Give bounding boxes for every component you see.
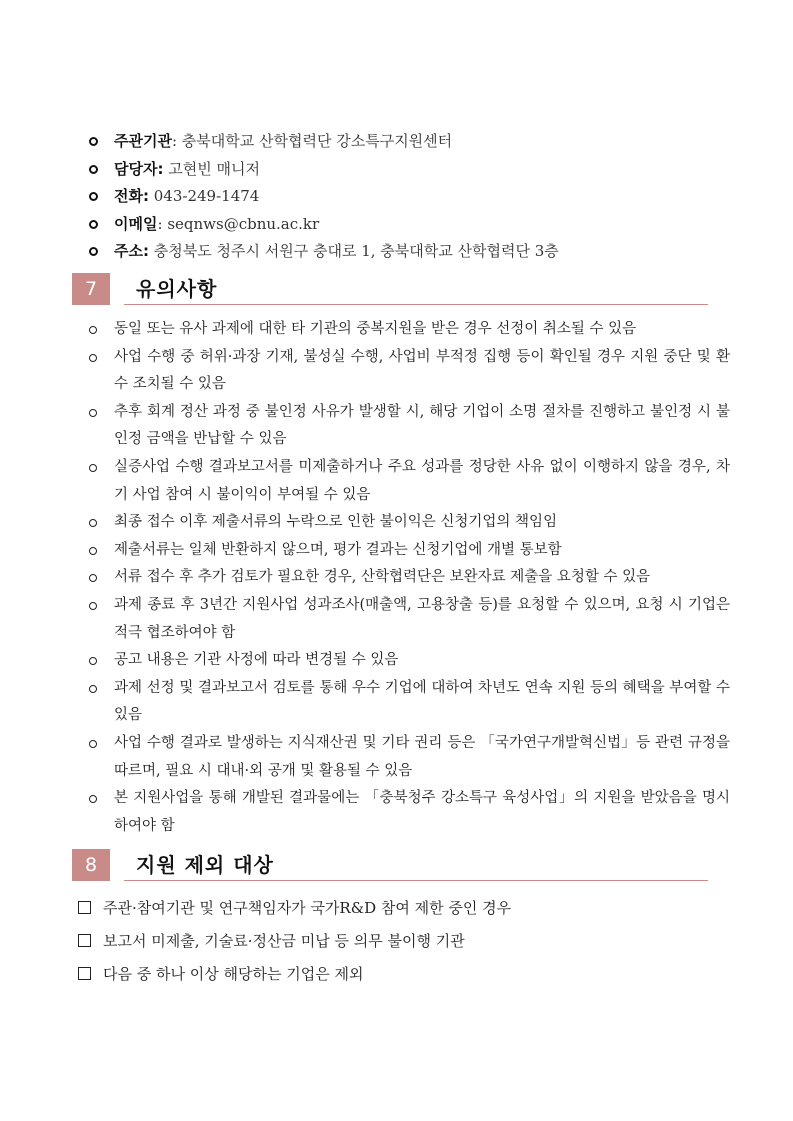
notice-item: [88, 399, 730, 454]
notice-text: 최종 접수 이후 제출서류의 누락으로 인한 불이익은 신청기업의 책임임: [114, 514, 558, 531]
notice-text: 실증사업 수행 결과보고서를 미제출하거나 주요 성과를 정당한 사유 없이 이행하지 않을 경우, 차기 사업 참여 시 불이익이 부여될 수 있음: [114, 458, 730, 503]
checkbox-icon: [78, 901, 91, 914]
checkbox-icon: [78, 934, 91, 947]
notice-item: [88, 564, 730, 592]
notice-text: 본 지원사업을 통해 개발된 결과물에는 「충북청주 강소특구 육성사업」의 지원을 받았음을 명시하여야 함: [114, 790, 730, 834]
notice-item: [88, 647, 730, 675]
notice-item: [88, 537, 730, 565]
hollow-circle-bullet-icon: [89, 547, 97, 555]
contact-separator: :: [157, 159, 164, 178]
contact-info-list: [88, 128, 748, 266]
contact-item-organizer: [88, 128, 748, 156]
section-number-badge: 8: [72, 849, 110, 881]
exclusion-text: 보고서 미제출, 기술료·정산금 미납 등 의무 불이행 기관: [103, 932, 465, 950]
contact-value: 043-249-1474: [148, 187, 260, 205]
contact-label: 전화: [114, 187, 143, 205]
hollow-circle-bullet-icon: [89, 464, 97, 472]
notice-text: 과제 종료 후 3년간 지원사업 성과조사(매출액, 고용창출 등)를 요청할 수 있으며, 요청 시 기업은 적극 협조하여야 함: [114, 596, 730, 641]
hollow-circle-bullet-icon: [89, 685, 97, 693]
section-7-heading: [72, 273, 708, 305]
hollow-circle-bullet-icon: [89, 574, 97, 582]
hollow-circle-bullet-icon: [89, 519, 97, 527]
contact-value: 충북대학교 산학협력단 강소특구지원센터: [177, 132, 453, 150]
notice-text: 공고 내용은 기관 사정에 따라 변경될 수 있음: [114, 652, 399, 669]
hollow-circle-bullet-icon: [89, 354, 97, 362]
contact-separator: :: [157, 214, 163, 233]
exclusion-text: 다음 중 하나 이상 해당하는 기업은 제외: [103, 965, 364, 983]
notice-text: 과제 선정 및 결과보고서 검토를 통해 우수 기업에 대하여 차년도 연속 지원 등의 혜택을 부여할 수 있음: [114, 679, 730, 724]
contact-label: 주소: [114, 242, 143, 260]
section-underline: [124, 880, 708, 881]
notice-text: 추후 회계 정산 과정 중 불인정 사유가 발생할 시, 해당 기업이 소명 절차를 진행하고 불인정 시 불인정 금액을 반납할 수 있음: [114, 403, 730, 448]
exclusion-item: [76, 927, 736, 960]
circle-bullet-icon: [89, 137, 98, 146]
notice-item: [88, 454, 730, 509]
checkbox-icon: [78, 967, 91, 980]
circle-bullet-icon: [89, 192, 98, 201]
hollow-circle-bullet-icon: [89, 657, 97, 665]
notice-text: 사업 수행 결과로 발생하는 지식재산권 및 기타 권리 등은 「국가연구개발혁신법」등 관련 규정을 따르며, 필요 시 대내·외 공개 및 활용될 수 있음: [114, 734, 730, 779]
section-underline: [124, 304, 708, 305]
exclusion-list: [76, 894, 736, 993]
contact-item-manager: [88, 156, 748, 184]
exclusion-text: 주관·참여기관 및 연구책임자가 국가R&D 참여 제한 중인 경우: [103, 899, 512, 917]
section-title: 지원 제외 대상: [136, 853, 274, 877]
circle-bullet-icon: [89, 247, 98, 256]
contact-label: 이메일: [114, 214, 158, 233]
notice-item: [88, 730, 730, 785]
notice-text: 제출서류는 일체 반환하지 않으며, 평가 결과는 신청기업에 개별 통보함: [114, 541, 562, 558]
hollow-circle-bullet-icon: [89, 409, 97, 417]
notice-list: [88, 316, 730, 840]
notice-item: [88, 785, 730, 840]
notice-text: 사업 수행 중 허위·과장 기재, 불성실 수행, 사업비 부적정 집행 등이 확인될 경우 지원 중단 및 환수 조치될 수 있음: [114, 348, 730, 393]
notice-item: [88, 316, 730, 344]
circle-bullet-icon: [89, 220, 98, 229]
contact-item-address: [88, 238, 748, 266]
contact-separator: :: [142, 187, 149, 205]
contact-label: 주관기관: [114, 132, 172, 150]
section-number-badge: 7: [72, 273, 110, 305]
hollow-circle-bullet-icon: [89, 602, 97, 610]
section-title: 유의사항: [136, 277, 218, 301]
hollow-circle-bullet-icon: [89, 795, 97, 803]
notice-item: [88, 675, 730, 730]
circle-bullet-icon: [89, 165, 98, 174]
exclusion-item: [76, 960, 736, 993]
exclusion-item: [76, 894, 736, 927]
contact-separator: :: [142, 242, 149, 260]
notice-item: [88, 344, 730, 399]
section-8-heading: [72, 849, 708, 881]
notice-text: 동일 또는 유사 과제에 대한 타 기관의 중복지원을 받은 경우 선정이 취소될 수 있음: [114, 321, 637, 337]
contact-value: 충청북도 청주시 서원구 충대로 1, 충북대학교 산학협력단 3층: [148, 242, 559, 260]
notice-text: 서류 접수 후 추가 검토가 필요한 경우, 산학협력단은 보완자료 제출을 요청할 수 있음: [114, 569, 651, 586]
contact-item-email: [88, 211, 748, 239]
contact-item-phone: [88, 183, 748, 211]
notice-item: [88, 592, 730, 647]
hollow-circle-bullet-icon: [89, 326, 97, 334]
contact-email-link[interactable]: seqnws@cbnu.ac.kr: [162, 214, 320, 233]
notice-item: [88, 509, 730, 537]
hollow-circle-bullet-icon: [89, 740, 97, 748]
contact-separator: :: [171, 132, 178, 150]
contact-value: 고현빈 매니저: [163, 159, 260, 178]
contact-label: 담당자: [114, 159, 158, 178]
